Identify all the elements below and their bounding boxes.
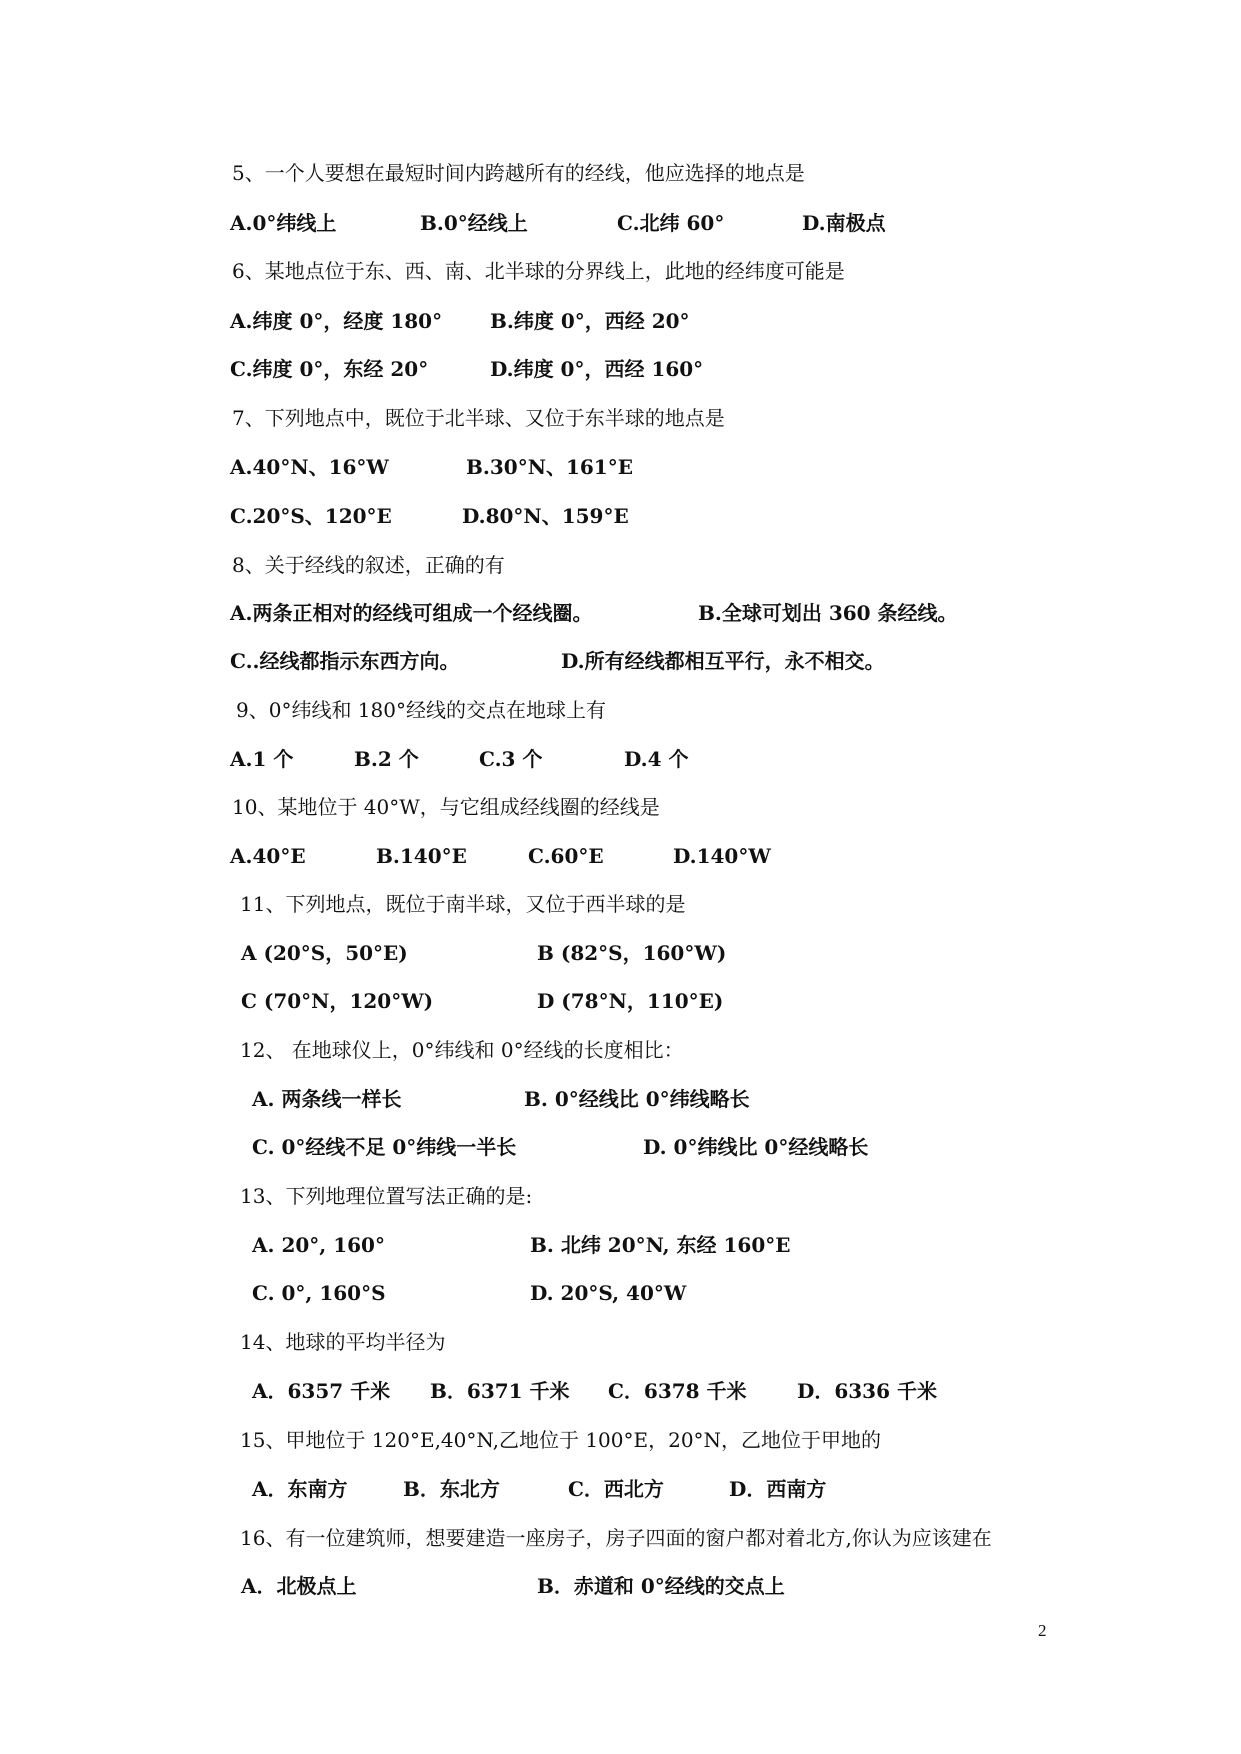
option-c: C. 0°经线不足 0°纬线一半长 [252, 1135, 517, 1159]
question-stem: 10、某地位于 40°W，与它组成经线圈的经线是 [232, 795, 660, 819]
option-a: A.1 个 [230, 747, 294, 771]
question-stem: 14、地球的平均半径为 [240, 1330, 446, 1354]
option-c: C．西北方 [568, 1477, 664, 1501]
question-stem: 9、0°纬线和 180°经线的交点在地球上有 [236, 698, 606, 722]
question-stem: 6、某地点位于东、西、南、北半球的分界线上，此地的经纬度可能是 [232, 259, 845, 283]
option-c: C.3 个 [479, 747, 543, 771]
option-c: C..经线都指示东西方向。 [230, 649, 460, 673]
option-d: D (78°N，110°E) [537, 989, 724, 1013]
option-a: A.40°N、16°W [230, 455, 389, 479]
option-d: D.140°W [673, 844, 771, 868]
option-c: C．6378 千米 [608, 1379, 747, 1403]
option-c: C. 0°, 160°S [252, 1281, 386, 1305]
option-a: A. 20°, 160° [252, 1233, 385, 1257]
option-b: B.140°E [376, 844, 467, 868]
question-stem: 12、 在地球仪上，0°纬线和 0°经线的长度相比： [240, 1038, 684, 1062]
option-a: A．6357 千米 [252, 1379, 391, 1403]
question-stem: 7、下列地点中，既位于北半球、又位于东半球的地点是 [232, 406, 725, 430]
question-stem: 16、有一位建筑师，想要建造一座房子，房子四面的窗户都对着北方,你认为应该建在 [240, 1526, 992, 1550]
option-b: B (82°S，160°W) [537, 941, 727, 965]
option-d: D. 0°纬线比 0°经线略长 [643, 1135, 869, 1159]
option-c: C.60°E [528, 844, 604, 868]
question-stem: 5、一个人要想在最短时间内跨越所有的经线，他应选择的地点是 [232, 161, 805, 185]
page-number: 2 [1038, 1621, 1047, 1640]
option-b: B.纬度 0°，西经 20° [490, 309, 690, 333]
option-b: B．6371 千米 [430, 1379, 570, 1403]
option-d: D.所有经线都相互平行，永不相交。 [561, 649, 885, 673]
option-b: B.全球可划出 360 条经线。 [698, 601, 958, 625]
option-a: A．北极点上 [241, 1574, 357, 1598]
option-a: A.纬度 0°，经度 180° [230, 309, 443, 333]
option-d: D.南极点 [802, 211, 886, 235]
option-a: A (20°S，50°E) [241, 941, 408, 965]
option-b: B．赤道和 0°经线的交点上 [537, 1574, 785, 1598]
option-a: A.两条正相对的经线可组成一个经线圈。 [230, 601, 593, 625]
option-d: D.80°N、159°E [462, 504, 629, 528]
option-c: C.北纬 60° [617, 211, 725, 235]
option-b: B.2 个 [354, 747, 419, 771]
option-c: C.20°S、120°E [230, 504, 392, 528]
option-b: B. 0°经线比 0°纬线略长 [524, 1087, 750, 1111]
option-a: A. 两条线一样长 [252, 1087, 402, 1111]
question-stem: 13、下列地理位置写法正确的是: [240, 1184, 533, 1208]
option-c: C (70°N，120°W) [241, 989, 434, 1013]
option-d: D.纬度 0°，西经 160° [490, 357, 704, 381]
option-d: D．6336 千米 [797, 1379, 937, 1403]
option-d: D. 20°S, 40°W [530, 1281, 687, 1305]
option-b: B．东北方 [403, 1477, 500, 1501]
option-a: A.0°纬线上 [230, 211, 337, 235]
option-a: A.40°E [230, 844, 306, 868]
question-stem: 8、关于经线的叙述，正确的有 [232, 553, 505, 577]
question-stem: 11、下列地点，既位于南半球，又位于西半球的是 [240, 892, 686, 916]
option-b: B. 北纬 20°N, 东经 160°E [530, 1233, 791, 1257]
option-b: B.30°N、161°E [466, 455, 633, 479]
question-stem: 15、甲地位于 120°E,40°N,乙地位于 100°E，20°N，乙地位于甲地的 [240, 1428, 882, 1452]
option-a: A．东南方 [252, 1477, 348, 1501]
option-c: C.纬度 0°，东经 20° [230, 357, 429, 381]
option-b: B.0°经线上 [420, 211, 528, 235]
option-d: D.4 个 [624, 747, 689, 771]
option-d: D．西南方 [729, 1477, 827, 1501]
